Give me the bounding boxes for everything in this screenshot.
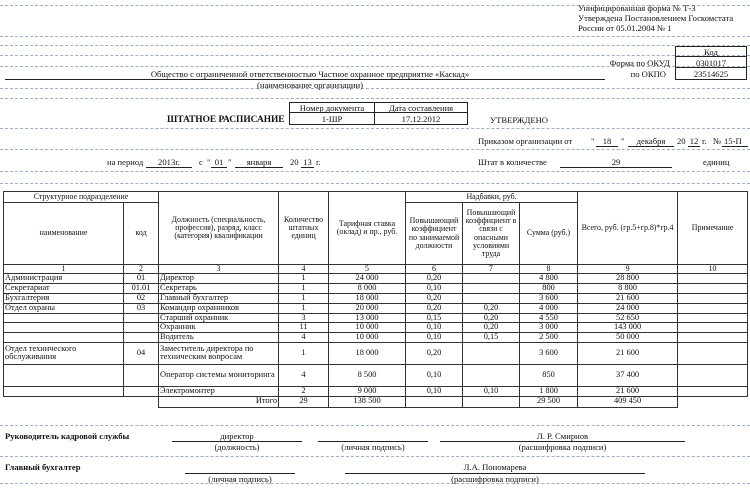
doc-date-label: Дата составления: [374, 102, 468, 113]
row-name: Администрация: [4, 274, 124, 284]
row-allow2: [463, 342, 520, 364]
underline: [722, 146, 748, 147]
doc-date: 17.12.2012: [374, 112, 468, 125]
row-rate: 18 000: [329, 342, 406, 364]
order-year-prefix: 20: [677, 136, 686, 146]
header-code: код: [124, 203, 159, 265]
okud-label: Форма по ОКУД: [609, 58, 670, 68]
header-sum: Сумма (руб.): [520, 203, 578, 265]
row-allow1: 0,20: [406, 274, 463, 284]
row-sum: 3 600: [520, 293, 578, 303]
hr-name-caption: (расшифровка подписи): [518, 442, 607, 452]
row-name: Секретариат: [4, 284, 124, 294]
row-count: 4: [279, 333, 329, 343]
table-row: [4, 303, 748, 313]
accountant-label: Главный бухгалтер: [5, 462, 81, 472]
underline: [596, 146, 618, 147]
table-row: [4, 333, 748, 343]
row-sum: 4 000: [520, 303, 578, 313]
row-allow1: 0,15: [406, 313, 463, 323]
header-allow2: Повышающий коэффициент в связи с опасными условиями труда: [463, 203, 520, 265]
row-total: 24 000: [578, 303, 678, 313]
header-allowances: Надбавки, руб.: [406, 192, 578, 203]
order-label: Приказом организации от: [478, 136, 573, 146]
row-rate: 13 000: [329, 313, 406, 323]
row-allow1: 0,20: [406, 303, 463, 313]
row-sum: 1 800: [520, 386, 578, 396]
table-row: [4, 364, 748, 386]
row-note: [678, 303, 748, 313]
row-sum: 3 600: [520, 342, 578, 364]
guide-line: [0, 98, 750, 99]
guide-line: [0, 425, 750, 426]
row-allow1: 0,10: [406, 364, 463, 386]
row-name: [4, 313, 124, 323]
row-position: Электромонтер: [159, 386, 279, 396]
col-number: 1: [4, 265, 124, 274]
row-sum: 3 000: [520, 323, 578, 333]
row-allow2: 0,15: [463, 333, 520, 343]
col-number: 5: [329, 265, 406, 274]
row-sum: 4 800: [520, 274, 578, 284]
row-count: 11: [279, 323, 329, 333]
row-rate: 9 000: [329, 386, 406, 396]
header-note: Примечание: [678, 192, 748, 265]
row-name: [4, 364, 124, 386]
row-name: [4, 323, 124, 333]
row-allow2: [463, 364, 520, 386]
row-note: [678, 313, 748, 323]
row-count: 1: [279, 284, 329, 294]
hr-sign-caption: (личная подпись): [341, 442, 405, 452]
row-total: 8 800: [578, 284, 678, 294]
row-sum: 800: [520, 284, 578, 294]
period-label: на период: [107, 157, 144, 167]
row-allow2: [463, 274, 520, 284]
row-code: [124, 333, 159, 343]
row-code: 01.01: [124, 284, 159, 294]
row-allow2: 0,20: [463, 303, 520, 313]
row-note: [678, 333, 748, 343]
row-code: [124, 364, 159, 386]
row-total: 50 000: [578, 333, 678, 343]
underline: [211, 167, 227, 168]
col-number: 10: [678, 265, 748, 274]
row-allow1: 0,10: [406, 284, 463, 294]
table-row: [4, 342, 748, 364]
row-code: [124, 386, 159, 396]
row-code: [124, 323, 159, 333]
code-header: Код: [675, 46, 747, 57]
row-rate: 10 000: [329, 333, 406, 343]
row-position: Заместитель директора по техническим вопросам: [159, 342, 279, 364]
guide-line: [0, 45, 750, 46]
row-allow1: 0,10: [406, 333, 463, 343]
row-rate: 8 000: [329, 284, 406, 294]
row-total: 21 600: [578, 386, 678, 396]
row-rate: 20 000: [329, 303, 406, 313]
row-sum: 4 550: [520, 313, 578, 323]
row-name: [4, 386, 124, 396]
period-quote-open: ": [207, 157, 211, 167]
staffing-table: [3, 191, 748, 408]
order-number-sign: №: [713, 136, 722, 146]
row-code: [124, 313, 159, 323]
row-total: 21 600: [578, 293, 678, 303]
row-note: [678, 342, 748, 364]
okpo-code: 23514625: [675, 67, 747, 80]
underline: [628, 146, 674, 147]
col-number: 3: [159, 265, 279, 274]
period-year: 2013г.: [158, 157, 180, 167]
row-rate: 8 500: [329, 364, 406, 386]
header-count: Количество штатных единиц: [279, 192, 329, 265]
col-number: 9: [578, 265, 678, 274]
row-total: 37 400: [578, 364, 678, 386]
totals-total: 409 450: [578, 396, 678, 407]
row-code: 03: [124, 303, 159, 313]
period-day: 01: [214, 157, 224, 167]
underline: [560, 167, 672, 168]
approved-label: УТВЕРЖДЕНО: [490, 115, 549, 125]
totals-count: 29: [279, 396, 329, 407]
organization-name: Общество с ограниченной ответственностью Частное охранное предприятие «Каскад»: [150, 69, 470, 79]
period-from: с: [199, 157, 203, 167]
staff-units: единиц: [703, 157, 730, 167]
row-allow2: [463, 284, 520, 294]
col-number: 6: [406, 265, 463, 274]
row-position: Оператор системы мониторинга: [159, 364, 279, 386]
guide-line: [0, 456, 750, 457]
table-row: [4, 284, 748, 294]
period-year-prefix: 20: [290, 157, 299, 167]
row-position: Директор: [159, 274, 279, 284]
order-number: 15-П: [724, 136, 742, 146]
row-rate: 18 000: [329, 293, 406, 303]
guide-line: [0, 171, 750, 172]
row-allow1: 0,10: [406, 323, 463, 333]
staff-label: Штат в количестве: [478, 157, 547, 167]
row-name: [4, 333, 124, 343]
okpo-label: по ОКПО: [630, 69, 666, 79]
row-position: Секретарь: [159, 284, 279, 294]
row-code: 01: [124, 274, 159, 284]
row-total: 21 600: [578, 342, 678, 364]
header-position: Должность (специальность, профессия), разряд, класс (категория) квалификации: [159, 192, 279, 265]
order-day: 18: [602, 136, 612, 146]
totals-label: Итого: [159, 396, 279, 407]
row-allow1: 0,10: [406, 386, 463, 396]
table-row: [4, 313, 748, 323]
row-position: Старший охранник: [159, 313, 279, 323]
form-header-line1: Унифицированная форма № Т-3: [578, 3, 696, 13]
header-allow1: Повышающий коэффициент по занимаемой должности: [406, 203, 463, 265]
row-position: Командир охранников: [159, 303, 279, 313]
col-number: 2: [124, 265, 159, 274]
accountant-name: Л.А. Пономарева: [463, 462, 527, 472]
row-count: 3: [279, 313, 329, 323]
col-number: 4: [279, 265, 329, 274]
row-count: 1: [279, 303, 329, 313]
period-year2: 13: [303, 157, 312, 167]
underline: [235, 167, 283, 168]
guide-line: [0, 36, 750, 37]
row-position: Водитель: [159, 333, 279, 343]
row-code: 04: [124, 342, 159, 364]
row-allow1: 0,20: [406, 293, 463, 303]
underline: [688, 146, 700, 147]
guide-line: [0, 128, 750, 129]
row-count: 1: [279, 342, 329, 364]
period-quote-close: ": [228, 157, 232, 167]
row-count: 4: [279, 364, 329, 386]
order-month: декабря: [636, 136, 666, 146]
form-header-line3: России от 05.01.2004 № 1: [578, 23, 672, 33]
row-sum: 2 500: [520, 333, 578, 343]
guide-line: [0, 183, 750, 184]
row-count: 1: [279, 274, 329, 284]
row-rate: 10 000: [329, 323, 406, 333]
row-note: [678, 323, 748, 333]
guide-line: [0, 55, 750, 56]
staff-count: 29: [611, 157, 621, 167]
table-row: [4, 386, 748, 396]
row-allow2: [463, 293, 520, 303]
document-title: ШТАТНОЕ РАСПИСАНИЕ: [167, 115, 285, 125]
row-count: 1: [279, 293, 329, 303]
totals-rate: 138 500: [329, 396, 406, 407]
row-allow2: 0,10: [463, 386, 520, 396]
hr-position-caption: (должность): [214, 442, 260, 452]
order-year-suffix: г.: [702, 136, 707, 146]
row-code: 02: [124, 293, 159, 303]
table-row: [4, 274, 748, 284]
row-note: [678, 386, 748, 396]
row-note: [678, 293, 748, 303]
row-note: [678, 364, 748, 386]
col-number: 7: [463, 265, 520, 274]
table-row: [4, 293, 748, 303]
row-position: Главный бухгалтер: [159, 293, 279, 303]
col-number: 8: [520, 265, 578, 274]
row-position: Охранник: [159, 323, 279, 333]
period-year-suffix: г.: [316, 157, 321, 167]
row-rate: 24 000: [329, 274, 406, 284]
row-name: Отдел технического обслуживания: [4, 342, 124, 364]
totals-sum: 29 500: [520, 396, 578, 407]
table-row: [4, 323, 748, 333]
period-month: января: [246, 157, 272, 167]
header-rate: Тарифная ставка (оклад) и пр., руб.: [329, 192, 406, 265]
order-quote-open: ": [591, 136, 595, 146]
row-note: [678, 284, 748, 294]
header-division: Структурное подразделение: [4, 192, 159, 203]
hr-label: Руководитель кадровой службы: [5, 431, 130, 441]
row-sum: 850: [520, 364, 578, 386]
okud-code: 0301017: [675, 56, 747, 68]
row-name: Отдел охраны: [4, 303, 124, 313]
row-allow2: 0,20: [463, 323, 520, 333]
row-total: 28 800: [578, 274, 678, 284]
row-total: 52 650: [578, 313, 678, 323]
hr-position: директор: [220, 431, 254, 441]
form-header-line2: Утверждена Постановлением Госкомстата: [578, 13, 734, 23]
hr-name: Л. Р. Смирнов: [536, 431, 589, 441]
row-total: 143 000: [578, 323, 678, 333]
organization-caption: (наименование организации): [257, 80, 363, 90]
guide-line: [0, 149, 750, 150]
accountant-sign-caption: (личная подпись): [208, 474, 272, 484]
row-name: Бухгалтерия: [4, 293, 124, 303]
header-name: наименование: [4, 203, 124, 265]
doc-number-label: Номер документа: [289, 102, 375, 113]
underline: [146, 167, 192, 168]
underline: [301, 167, 314, 168]
row-allow1: 0,20: [406, 342, 463, 364]
order-year: 12: [689, 136, 699, 146]
row-note: [678, 274, 748, 284]
order-quote-close: ": [621, 136, 625, 146]
row-count: 2: [279, 386, 329, 396]
doc-number: 1-ШР: [289, 112, 375, 125]
accountant-name-caption: (расшифровка подписи): [451, 474, 539, 484]
header-total: Всего, руб. (гр.5+гр.8)*гр.4: [578, 192, 678, 265]
row-allow2: 0,20: [463, 313, 520, 323]
